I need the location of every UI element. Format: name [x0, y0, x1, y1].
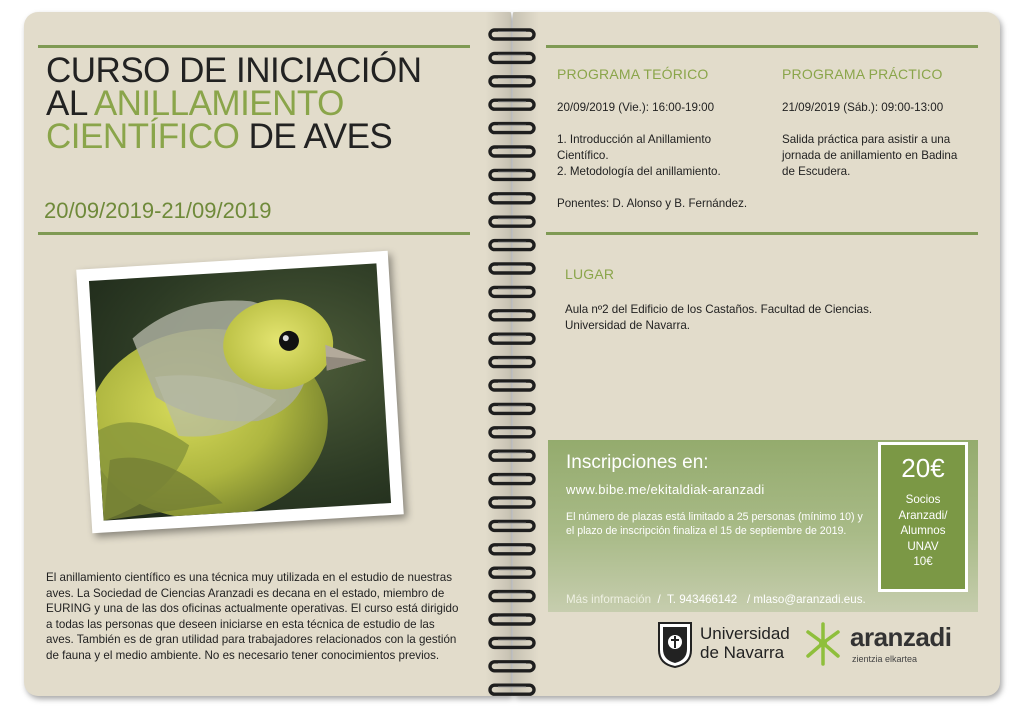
unav-seal-icon [656, 620, 694, 668]
contact-phone: T. 943466142 [666, 593, 738, 606]
title-line-3-suffix: DE AVES [248, 117, 393, 156]
programa-teorico-heading: PROGRAMA TEÓRICO [557, 66, 709, 82]
price-label-line: 10€ [913, 555, 933, 568]
title-line-3-green: CIENTÍFICO [46, 117, 240, 156]
price-label-line: Alumnos [900, 524, 946, 537]
middle-rule-right [546, 232, 978, 235]
programa-practico-heading: PROGRAMA PRÁCTICO [782, 66, 943, 82]
aranzadi-logo [800, 616, 980, 672]
top-rule-left [38, 45, 470, 48]
aranzadi-name: aranzadi [850, 622, 952, 652]
course-dates: 20/09/2019-21/09/2019 [44, 198, 272, 223]
separator: / [654, 593, 664, 606]
unav-name [700, 624, 790, 662]
price-label-line: Aranzadi/ [898, 508, 948, 522]
aranzadi-subtitle: zientzia elkartea [852, 654, 918, 664]
programa-practico-text: Salida práctica para asistir a una jornada de anillamiento en Badina de Escudera. [782, 133, 958, 178]
contact-email-link[interactable]: mlaso@aranzadi.eus. [753, 593, 866, 606]
price-discount-label [881, 492, 965, 570]
title-line-2-prefix: AL [46, 84, 87, 123]
ponentes: Ponentes: D. Alonso y B. Fernández. [557, 197, 748, 210]
price-box [878, 442, 968, 592]
separator: / [740, 593, 751, 606]
inscripciones-heading: Inscripciones en: [566, 452, 709, 473]
inscripciones-url-link[interactable]: www.bibe.me/ekitaldiak-aranzadi [566, 482, 765, 497]
aranzadi-leaf-icon [800, 618, 846, 668]
mas-informacion-label: Más información [566, 593, 652, 606]
title-line-1: CURSO DE INICIACIÓN [46, 51, 422, 90]
course-description: El anillamiento científico es una técnica muy utilizada en el estudio de nuestras aves. La Sociedad de Ciencias Aranzadi es decana en el estado, miembro de EURING y una de las dos oficinas actualmente operativas. El curso está dirigido a todas las personas que deseen iniciarse en esta técnica de estudio de las aves. También es de gran utilidad para trabajadores relacionados con la gestión de fauna y el medio ambiente. No es necesario tener conocimientos previos. [46, 571, 459, 662]
programa-practico-schedule: 21/09/2019 (Sáb.): 09:00-13:00 [782, 101, 944, 114]
title-line-2-green: ANILLAMIENTO [93, 84, 344, 123]
lugar-heading: LUGAR [565, 266, 615, 282]
price-label-line: Socios [905, 493, 941, 506]
middle-rule-left [38, 232, 470, 235]
lugar-text: Aula nº2 del Edificio de los Castaños. Facultad de Ciencias. Universidad de Navarra. [565, 303, 873, 332]
programa-teorico-item-1: 1. Introducción al Anillamiento Científico. [557, 133, 712, 162]
spiral-binding [484, 20, 540, 700]
bird-photo [89, 263, 391, 520]
top-rule-right [546, 45, 978, 48]
inscripciones-note: El número de plazas está limitado a 25 personas (mínimo 10) y el plazo de inscripción finaliza el 15 de septiembre de 2019. [566, 511, 863, 537]
programa-teorico-schedule: 20/09/2019 (Vie.): 16:00-19:00 [557, 101, 715, 114]
universidad-navarra-logo [656, 618, 788, 672]
unav-name-line: Universidad [700, 624, 790, 643]
price-label-line: UNAV [907, 539, 939, 553]
bird-illustration [89, 263, 391, 520]
unav-name-line: de Navarra [700, 643, 785, 662]
course-title [46, 51, 422, 156]
bird-photo-frame [76, 251, 404, 534]
contact-line [566, 593, 866, 606]
price-amount: 20€ [901, 453, 945, 483]
programa-teorico-item-2: 2. Metodología del anillamiento. [557, 165, 721, 178]
